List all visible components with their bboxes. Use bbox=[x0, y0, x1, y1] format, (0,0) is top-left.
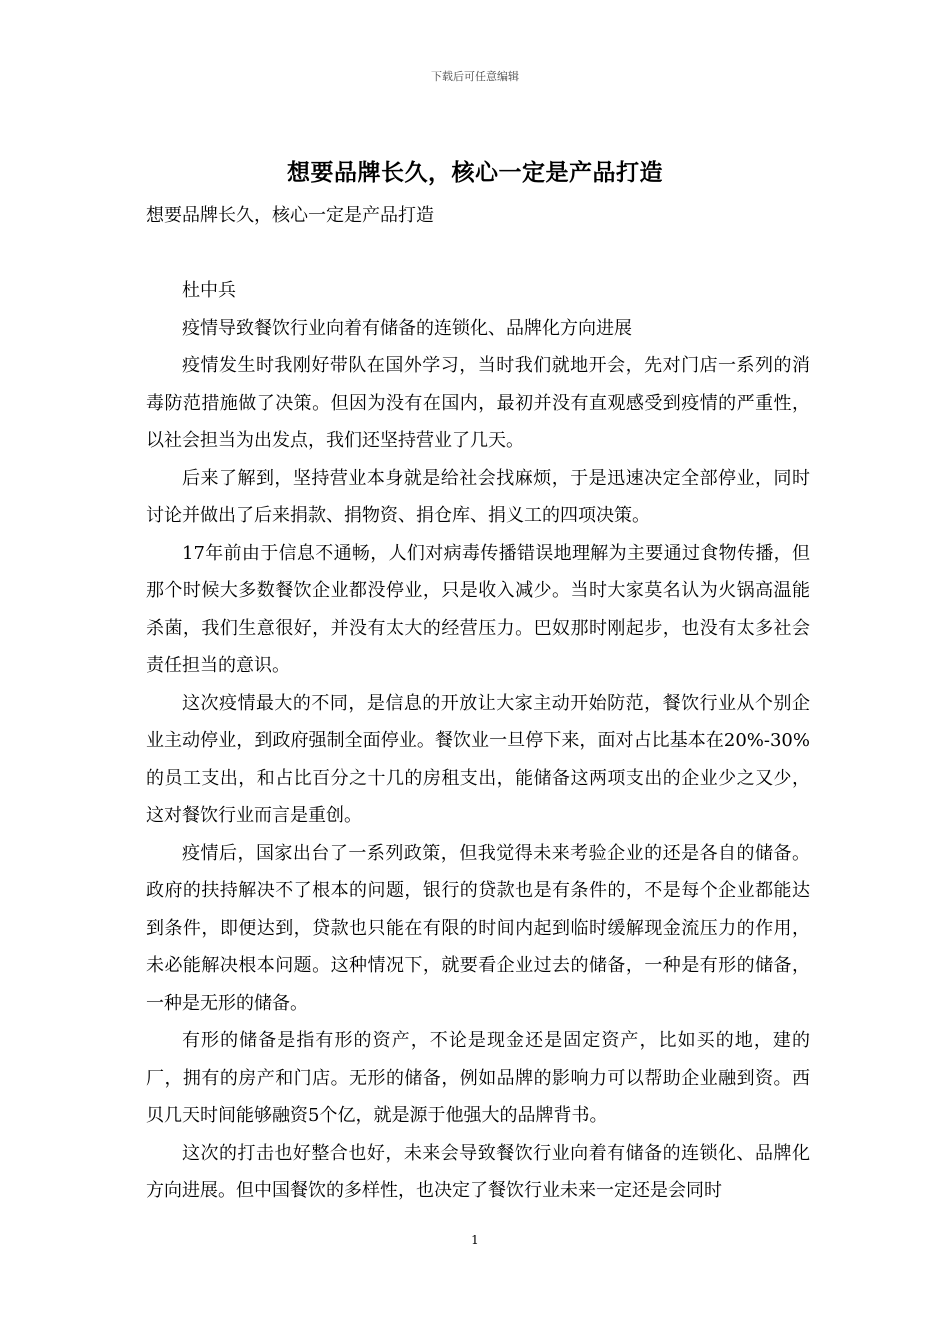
paragraph: 17年前由于信息不通畅，人们对病毒传播错误地理解为主要通过食物传播，但那个时候大多数餐饮企业都没停业，只是收入减少。当时大家莫名认为火锅高温能杀菌，我们生意很好，并没有太大的经营压力。巴奴那时刚起步，也没有太多社会责任担当的意识。 bbox=[146, 542, 810, 676]
document-subtitle: 想要品牌长久，核心一定是产品打造 bbox=[146, 205, 434, 226]
page-number: 1 bbox=[471, 1233, 479, 1247]
paragraph: 后来了解到，坚持营业本身就是给社会找麻烦，于是迅速决定全部停业，同时讨论并做出了后来捐款、捐物资、捐仓库、捐义工的四项决策。 bbox=[146, 467, 810, 526]
author-line: 杜中兵 bbox=[182, 280, 236, 301]
section-heading: 疫情导致餐饮行业向着有储备的连锁化、品牌化方向进展 bbox=[182, 317, 632, 339]
paragraph: 这次疫情最大的不同，是信息的开放让大家主动开始防范，餐饮行业从个别企业主动停业，到政府强制全面停业。餐饮业一旦停下来，面对占比基本在20%-30%的员工支出，和占比百分之十几的房租支出，能储备这两项支出的企业少之又少，这对餐饮行业而言是重创。 bbox=[146, 692, 810, 826]
document-title: 想要品牌长久，核心一定是产品打造 bbox=[287, 159, 663, 186]
paragraph: 疫情后，国家出台了一系列政策，但我觉得未来考验企业的还是各自的储备。政府的扶持解决不了根本的问题，银行的贷款也是有条件的，不是每个企业都能达到条件，即便达到，贷款也只能在有限的时间内起到临时缓解现金流压力的作用，未必能解决根本问题。这种情况下，就要看企业过去的储备，一种是有形的储备，一种是无形的储备。 bbox=[146, 842, 810, 1014]
header-note: 下载后可任意编辑 bbox=[431, 70, 519, 83]
paragraph: 这次的打击也好整合也好，未来会导致餐饮行业向着有储备的连锁化、品牌化方向进展。但中国餐饮的多样性，也决定了餐饮行业未来一定还是会同时 bbox=[146, 1142, 810, 1201]
paragraph: 疫情发生时我刚好带队在国外学习，当时我们就地开会，先对门店一系列的消毒防范措施做了决策。但因为没有在国内，最初并没有直观感受到疫情的严重性，以社会担当为出发点，我们还坚持营业了几天。 bbox=[146, 355, 810, 451]
document-body bbox=[146, 272, 810, 1210]
paragraph: 有形的储备是指有形的资产，不论是现金还是固定资产，比如买的地，建的厂，拥有的房产和门店。无形的储备，例如品牌的影响力可以帮助企业融到资。西贝几天时间能够融资5个亿，就是源于他强大的品牌背书。 bbox=[146, 1030, 810, 1126]
